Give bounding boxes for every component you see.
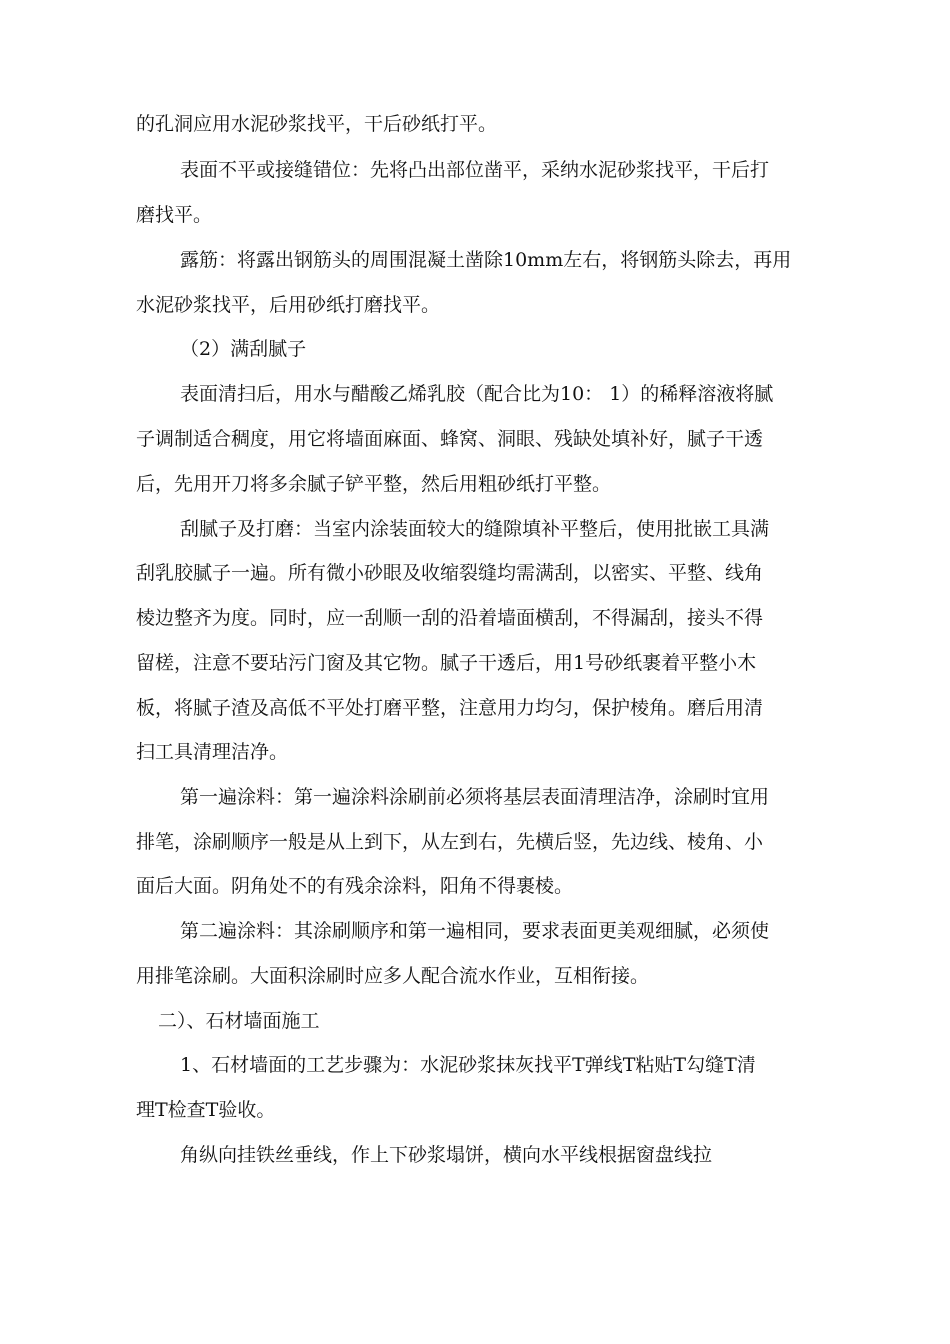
text-line: 表面不平或接缝错位：先将凸出部位凿平，采纳水泥砂浆找平，干后打 — [180, 159, 770, 181]
text-line: 1、石材墙面的工艺步骤为：水泥砂浆抹灰找平T弹线T粘贴T勾缝T清 — [180, 1054, 756, 1076]
text-line: 角纵向挂铁丝垂线，作上下砂浆塌饼，横向水平线根据窗盘线拉 — [180, 1144, 713, 1166]
text-line: 表面清扫后，用水与醋酸乙烯乳胶（配合比为10： 1）的稀释溶液将腻 — [180, 383, 774, 405]
text-line: 面后大面。阴角处不的有残余涂料，阳角不得裹棱。 — [136, 875, 574, 897]
text-line: 磨找平。 — [136, 204, 213, 226]
text-line: 留槎，注意不要玷污门窗及其它物。腻子干透后，用1号砂纸裹着平整小木 — [136, 652, 757, 674]
text-line: （2）满刮腻子 — [180, 338, 307, 360]
text-line: 子调制适合稠度，用它将墙面麻面、蜂窝、洞眼、残缺处填补好，腻子干透 — [136, 428, 764, 450]
text-line: 的孔洞应用水泥砂浆找平，干后砂纸打平。 — [136, 113, 498, 135]
text-line: 第一遍涂料：第一遍涂料涂刷前必须将基层表面清理洁净，涂刷时宜用 — [180, 786, 770, 808]
text-line: 扫工具清理洁净。 — [136, 741, 289, 763]
text-line: 排笔，涂刷顺序一般是从上到下，从左到右，先横后竖，先边线、棱角、小 — [136, 831, 764, 853]
text-line: 理T检查T验收。 — [136, 1099, 276, 1121]
text-line: 水泥砂浆找平，后用砂纸打磨找平。 — [136, 294, 441, 316]
text-line: 刮乳胶腻子一遍。所有微小砂眼及收缩裂缝均需满刮，以密实、平整、线角 — [136, 562, 764, 584]
text-line: 后，先用开刀将多余腻子铲平整，然后用粗砂纸打平整。 — [136, 473, 612, 495]
text-line: 板，将腻子渣及高低不平处打磨平整，注意用力均匀，保护棱角。磨后用清 — [136, 697, 764, 719]
text-line: 用排笔涂刷。大面积涂刷时应多人配合流水作业，互相衔接。 — [136, 965, 650, 987]
text-line: 露筋：将露出钢筋头的周围混凝土凿除10mm左右，将钢筋头除去，再用 — [180, 249, 792, 271]
text-line: 棱边整齐为度。同时，应一刮顺一刮的沿着墙面横刮，不得漏刮，接头不得 — [136, 607, 764, 629]
text-line: 第二遍涂料：其涂刷顺序和第一遍相同，要求表面更美观细腻，必须使 — [180, 920, 770, 942]
section-heading: 二）、石材墙面施工 — [158, 1010, 320, 1032]
text-line: 刮腻子及打磨：当室内涂装面较大的缝隙填补平整后，使用批嵌工具满 — [180, 518, 770, 540]
